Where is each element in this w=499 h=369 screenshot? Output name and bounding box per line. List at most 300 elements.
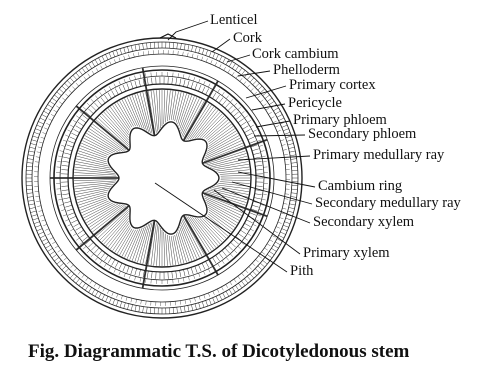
xylem-ray-line bbox=[221, 175, 250, 176]
secondary-phloem-hatch bbox=[72, 220, 78, 223]
secondary-phloem-hatch bbox=[98, 100, 103, 105]
phelloderm-hatch bbox=[35, 162, 39, 163]
label-lenticel: Lenticel bbox=[210, 12, 258, 28]
phloem-hatch bbox=[250, 229, 254, 231]
phloem-hatch bbox=[61, 145, 65, 146]
cork-hatch bbox=[267, 98, 272, 102]
phelloderm-hatch bbox=[38, 147, 42, 148]
secondary-phloem-hatch bbox=[222, 250, 227, 255]
phelloderm-hatch bbox=[268, 112, 271, 114]
secondary-phloem-hatch bbox=[198, 265, 201, 271]
xylem-ray-line bbox=[146, 92, 154, 134]
cork-hatch bbox=[258, 266, 262, 270]
phloem-hatch bbox=[208, 269, 210, 273]
cork-hatch bbox=[253, 271, 257, 275]
secondary-phloem-hatch bbox=[238, 233, 244, 237]
cork-hatch bbox=[99, 58, 102, 63]
phelloderm-hatch bbox=[283, 203, 287, 204]
secondary-phloem-hatch bbox=[256, 170, 263, 171]
cork-hatch bbox=[277, 115, 282, 118]
phelloderm-hatch bbox=[270, 240, 273, 242]
phloem-hatch bbox=[114, 269, 116, 273]
phloem-hatch bbox=[183, 278, 184, 282]
phelloderm-hatch bbox=[35, 196, 39, 197]
phloem-hatch bbox=[261, 151, 265, 152]
phloem-hatch bbox=[91, 254, 94, 257]
phloem-hatch bbox=[63, 140, 67, 141]
cork-hatch bbox=[92, 289, 95, 294]
secondary-phloem-hatch bbox=[176, 271, 177, 278]
phloem-hatch bbox=[222, 92, 224, 95]
cork-hatch bbox=[173, 308, 174, 314]
secondary-phloem-hatch bbox=[123, 265, 126, 271]
secondary-phloem-hatch bbox=[104, 95, 108, 101]
phloem-hatch bbox=[238, 246, 241, 249]
cork-hatch bbox=[223, 58, 226, 63]
phloem-hatch bbox=[119, 271, 121, 275]
phelloderm-hatch bbox=[208, 293, 210, 297]
phelloderm-hatch bbox=[49, 119, 53, 121]
phloem-hatch bbox=[226, 257, 229, 260]
label-cork-cambium: Cork cambium bbox=[252, 46, 339, 62]
cork-hatch bbox=[27, 197, 33, 198]
secondary-phloem-hatch bbox=[91, 245, 96, 250]
secondary-phloem-hatch bbox=[61, 170, 68, 171]
secondary-phloem-hatch bbox=[94, 103, 99, 108]
cork-hatch bbox=[30, 207, 36, 208]
cork-hatch bbox=[289, 204, 295, 205]
cork-hatch bbox=[255, 269, 259, 273]
phelloderm-hatch bbox=[178, 51, 179, 55]
secondary-phloem-hatch bbox=[91, 106, 96, 111]
secondary-phloem-hatch bbox=[246, 220, 252, 223]
medullary-ray bbox=[76, 206, 129, 250]
cork-hatch bbox=[27, 166, 33, 167]
phelloderm-hatch bbox=[133, 53, 134, 57]
phloem-hatch bbox=[135, 76, 136, 80]
secondary-phloem-hatch bbox=[108, 257, 112, 263]
cork-hatch bbox=[195, 47, 197, 53]
cork-hatch bbox=[37, 229, 43, 231]
phloem-hatch bbox=[83, 246, 86, 249]
phelloderm-hatch bbox=[148, 51, 149, 55]
phelloderm-hatch bbox=[80, 80, 83, 83]
phelloderm-hatch bbox=[175, 301, 176, 305]
secondary-phloem-hatch bbox=[68, 213, 75, 216]
cork-hatch bbox=[235, 285, 238, 290]
secondary-phloem-hatch bbox=[184, 270, 186, 277]
secondary-phloem-hatch bbox=[119, 263, 122, 269]
secondary-phloem-hatch bbox=[74, 223, 80, 226]
phloem-hatch bbox=[57, 194, 61, 195]
secondary-phloem-hatch bbox=[180, 270, 181, 277]
xylem-ray-line bbox=[184, 218, 205, 256]
phelloderm-hatch bbox=[78, 272, 81, 275]
secondary-phloem-hatch bbox=[80, 233, 86, 237]
phelloderm-hatch bbox=[72, 87, 75, 90]
phelloderm-hatch bbox=[271, 117, 275, 119]
phloem-hatch bbox=[204, 271, 206, 275]
xylem-ray-line bbox=[202, 218, 224, 240]
secondary-phloem-hatch bbox=[255, 161, 262, 162]
phelloderm-hatch bbox=[71, 265, 74, 268]
phelloderm-hatch bbox=[39, 142, 43, 143]
secondary-phloem-hatch bbox=[131, 267, 133, 274]
secondary-phloem-hatch bbox=[180, 79, 181, 86]
xylem-ray-line bbox=[171, 91, 176, 120]
phelloderm-hatch bbox=[263, 104, 266, 106]
label-cambium-ring: Cambium ring bbox=[318, 178, 403, 194]
xylem-ray-line bbox=[179, 230, 190, 262]
phloem-hatch bbox=[145, 73, 146, 77]
xylem-ray-line bbox=[159, 228, 160, 266]
phelloderm-hatch bbox=[36, 157, 40, 158]
cork-hatch bbox=[184, 44, 185, 50]
cork-hatch bbox=[241, 70, 245, 75]
phelloderm-hatch bbox=[41, 137, 45, 138]
cork-hatch bbox=[199, 303, 201, 309]
phelloderm-hatch bbox=[280, 140, 284, 141]
phloem-hatch bbox=[95, 257, 98, 260]
secondary-phloem-hatch bbox=[172, 78, 173, 85]
phelloderm-hatch bbox=[103, 288, 105, 292]
phelloderm-hatch bbox=[264, 248, 267, 250]
cork-hatch bbox=[213, 53, 215, 59]
xylem-ray-line bbox=[179, 94, 190, 126]
cork-hatch bbox=[250, 274, 254, 278]
secondary-phloem-hatch bbox=[151, 272, 152, 279]
xylem-ray-line bbox=[159, 90, 160, 128]
cork-hatch bbox=[42, 239, 47, 242]
phelloderm-hatch bbox=[252, 263, 255, 266]
cork-hatch bbox=[265, 95, 270, 99]
phloem-hatch bbox=[188, 277, 189, 281]
phelloderm-hatch bbox=[238, 276, 240, 279]
xylem-ray-line bbox=[79, 198, 106, 208]
phelloderm-hatch bbox=[278, 222, 282, 223]
phelloderm-hatch bbox=[98, 286, 100, 289]
phelloderm-hatch bbox=[36, 201, 40, 202]
secondary-phloem-hatch bbox=[212, 93, 216, 99]
phelloderm-hatch bbox=[62, 98, 65, 101]
cork-hatch bbox=[40, 235, 45, 238]
cork-hatch bbox=[54, 95, 59, 99]
phelloderm-hatch bbox=[228, 70, 230, 73]
secondary-phloem-hatch bbox=[202, 87, 205, 93]
phloem-hatch bbox=[253, 224, 257, 226]
secondary-phloem-hatch bbox=[67, 209, 74, 211]
secondary-phloem-hatch bbox=[101, 253, 105, 259]
phloem-hatch bbox=[73, 234, 76, 236]
phloem-hatch bbox=[262, 199, 266, 200]
xylem-ray-line bbox=[108, 221, 129, 248]
secondary-phloem-hatch bbox=[119, 87, 122, 93]
phloem-hatch bbox=[234, 103, 237, 106]
phelloderm-hatch bbox=[56, 106, 59, 108]
secondary-phloem-hatch bbox=[254, 157, 261, 159]
cork-hatch bbox=[59, 89, 64, 93]
phloem-hatch bbox=[194, 275, 195, 279]
secondary-phloem-hatch bbox=[255, 194, 262, 195]
cork-hatch bbox=[40, 118, 45, 121]
cork-hatch bbox=[292, 166, 298, 167]
secondary-phloem-hatch bbox=[88, 109, 93, 114]
cork-hatch bbox=[95, 291, 98, 296]
phelloderm-hatch bbox=[143, 51, 144, 55]
phelloderm-hatch bbox=[131, 298, 132, 302]
phloem-hatch bbox=[104, 89, 106, 92]
cork-hatch bbox=[291, 193, 297, 194]
phloem-hatch bbox=[87, 103, 90, 106]
cork-hatch bbox=[238, 68, 242, 73]
secondary-phloem-hatch bbox=[104, 255, 108, 261]
phloem-hatch bbox=[109, 86, 111, 90]
phloem-hatch bbox=[234, 250, 237, 253]
phelloderm-hatch bbox=[112, 292, 114, 296]
phloem-hatch bbox=[145, 279, 146, 283]
phloem-hatch bbox=[63, 215, 67, 216]
cork-hatch bbox=[135, 45, 136, 51]
phelloderm-hatch bbox=[240, 78, 243, 81]
phloem-hatch bbox=[248, 120, 251, 122]
xylem-ray-line bbox=[180, 95, 192, 129]
secondary-phloem-hatch bbox=[249, 141, 256, 144]
secondary-phloem-hatch bbox=[94, 248, 99, 253]
cork-hatch bbox=[52, 254, 57, 258]
phelloderm-hatch bbox=[39, 211, 43, 212]
cork-hatch bbox=[127, 304, 129, 310]
cork-hatch bbox=[232, 287, 235, 292]
cork-hatch bbox=[219, 56, 222, 61]
cork-hatch bbox=[102, 295, 105, 300]
secondary-phloem-hatch bbox=[254, 198, 261, 200]
phelloderm-hatch bbox=[61, 254, 64, 256]
phloem-hatch bbox=[83, 107, 86, 110]
phloem-hatch bbox=[95, 96, 98, 99]
label-primary-xylem: Primary xylem bbox=[303, 245, 390, 261]
phelloderm-hatch bbox=[180, 301, 181, 305]
phelloderm-hatch bbox=[54, 110, 57, 112]
phelloderm-hatch bbox=[230, 282, 232, 285]
xylem-ray-line bbox=[207, 205, 237, 223]
phelloderm-hatch bbox=[42, 220, 46, 221]
cork-hatch bbox=[283, 225, 289, 227]
secondary-phloem-hatch bbox=[172, 272, 173, 279]
cork-hatch bbox=[70, 78, 74, 82]
secondary-phloem-hatch bbox=[256, 186, 263, 187]
cork-hatch bbox=[269, 101, 274, 104]
phelloderm-hatch bbox=[215, 62, 217, 66]
label-secondary-medullary-ray: Secondary medullary ray bbox=[315, 195, 461, 211]
cork-hatch bbox=[52, 98, 57, 102]
cork-hatch bbox=[135, 305, 136, 311]
phelloderm-hatch bbox=[206, 58, 207, 62]
phelloderm-hatch bbox=[141, 300, 142, 304]
cork-hatch bbox=[27, 189, 33, 190]
secondary-phloem-hatch bbox=[62, 190, 69, 191]
secondary-phloem-hatch bbox=[61, 186, 68, 187]
xylem-ray-line bbox=[74, 179, 117, 180]
secondary-phloem-hatch bbox=[231, 109, 236, 114]
secondary-phloem-hatch bbox=[70, 216, 76, 219]
cork-hatch bbox=[177, 43, 178, 49]
phelloderm-hatch bbox=[110, 61, 112, 65]
phloem-hatch bbox=[248, 234, 251, 236]
cork-hatch bbox=[244, 279, 248, 284]
phloem-hatch bbox=[204, 81, 206, 85]
secondary-phloem-hatch bbox=[198, 85, 201, 91]
xylem-ray-line bbox=[135, 94, 147, 130]
cork-hatch bbox=[247, 276, 251, 281]
secondary-phloem-hatch bbox=[209, 91, 213, 97]
secondary-phloem-hatch bbox=[252, 149, 259, 151]
cork-hatch bbox=[291, 163, 297, 164]
phloem-hatch bbox=[140, 278, 141, 282]
phloem-hatch bbox=[129, 77, 130, 81]
secondary-phloem-hatch bbox=[78, 122, 84, 126]
phelloderm-hatch bbox=[192, 54, 193, 58]
cork-hatch bbox=[79, 281, 83, 286]
xylem-ray-line bbox=[164, 232, 165, 266]
xylem-ray-line bbox=[184, 101, 205, 139]
cork-hatch bbox=[216, 54, 219, 59]
cork-hatch bbox=[33, 218, 39, 220]
phloem-hatch bbox=[76, 238, 79, 240]
phloem-hatch bbox=[199, 79, 200, 83]
secondary-phloem-hatch bbox=[123, 85, 126, 91]
xylem-ray-line bbox=[130, 96, 143, 128]
secondary-phloem-hatch bbox=[228, 106, 233, 111]
secondary-phloem-hatch bbox=[206, 89, 209, 95]
secondary-phloem-hatch bbox=[68, 141, 75, 144]
phloem-hatch bbox=[68, 130, 72, 132]
cork-hatch bbox=[54, 257, 59, 261]
secondary-phloem-hatch bbox=[209, 259, 213, 265]
phelloderm-hatch bbox=[121, 296, 122, 300]
secondary-phloem-hatch bbox=[74, 129, 80, 132]
phelloderm-hatch bbox=[247, 85, 250, 88]
cork-hatch bbox=[27, 159, 33, 160]
cork-hatch bbox=[288, 143, 294, 145]
secondary-phloem-hatch bbox=[191, 267, 193, 274]
label-cork: Cork bbox=[233, 30, 262, 46]
phelloderm-hatch bbox=[260, 100, 263, 102]
phelloderm-hatch bbox=[59, 102, 62, 104]
cork-hatch bbox=[29, 204, 35, 205]
cork-hatch bbox=[48, 105, 53, 108]
cork-hatch bbox=[286, 218, 292, 220]
phloem-hatch bbox=[70, 229, 74, 231]
cork-hatch bbox=[260, 263, 265, 267]
cork-hatch bbox=[279, 235, 284, 238]
phloem-hatch bbox=[70, 125, 74, 127]
phloem-hatch bbox=[238, 107, 241, 110]
cork-hatch bbox=[223, 293, 226, 298]
secondary-phloem-hatch bbox=[219, 98, 223, 104]
cork-hatch bbox=[209, 51, 211, 57]
cork-hatch bbox=[65, 83, 69, 87]
phloem-hatch bbox=[241, 111, 244, 114]
cork-hatch bbox=[292, 189, 298, 190]
cork-hatch bbox=[258, 86, 262, 90]
cork-hatch bbox=[255, 83, 259, 87]
secondary-phloem-hatch bbox=[253, 153, 260, 155]
cork-hatch bbox=[120, 302, 122, 308]
cork-hatch bbox=[82, 283, 86, 288]
label-phelloderm: Phelloderm bbox=[273, 62, 340, 78]
secondary-phloem-hatch bbox=[242, 126, 248, 130]
secondary-phloem-hatch bbox=[135, 269, 137, 276]
secondary-phloem-hatch bbox=[98, 250, 103, 255]
secondary-phloem-hatch bbox=[62, 165, 69, 166]
cork-hatch bbox=[173, 43, 174, 49]
cork-hatch bbox=[131, 305, 132, 311]
phelloderm-hatch bbox=[213, 291, 215, 295]
secondary-phloem-hatch bbox=[115, 261, 118, 267]
cork-hatch bbox=[124, 303, 126, 309]
phloem-hatch bbox=[218, 89, 220, 92]
phloem-hatch bbox=[222, 261, 224, 264]
phelloderm-hatch bbox=[94, 283, 96, 286]
cork-hatch bbox=[290, 200, 296, 201]
phelloderm-hatch bbox=[202, 57, 203, 61]
xylem-ray-line bbox=[166, 234, 168, 266]
cork-hatch bbox=[284, 222, 290, 224]
cork-hatch bbox=[28, 200, 34, 201]
cork-hatch bbox=[269, 251, 274, 254]
phelloderm-hatch bbox=[52, 242, 55, 244]
secondary-phloem-hatch bbox=[244, 129, 250, 132]
phelloderm-hatch bbox=[37, 206, 41, 207]
xylem-ray-line bbox=[135, 225, 147, 261]
phloem-hatch bbox=[245, 116, 248, 118]
phelloderm-hatch bbox=[47, 233, 51, 235]
cork-hatch bbox=[216, 296, 219, 301]
phloem-hatch bbox=[100, 92, 102, 95]
secondary-phloem-hatch bbox=[233, 112, 238, 117]
phelloderm-hatch bbox=[107, 290, 109, 294]
secondary-phloem-hatch bbox=[176, 78, 177, 85]
secondary-phloem-hatch bbox=[88, 242, 93, 247]
label-secondary-phloem: Secondary phloem bbox=[308, 126, 417, 142]
phloem-hatch bbox=[119, 81, 121, 85]
phelloderm-hatch bbox=[224, 67, 226, 70]
cork-hatch bbox=[38, 232, 43, 235]
phelloderm-hatch bbox=[117, 294, 118, 298]
phloem-hatch bbox=[65, 135, 69, 137]
secondary-phloem-hatch bbox=[76, 227, 82, 231]
phelloderm-hatch bbox=[257, 96, 260, 99]
phelloderm-hatch bbox=[204, 295, 205, 299]
cork-hatch bbox=[290, 155, 296, 156]
phelloderm-hatch bbox=[96, 68, 98, 71]
secondary-phloem-hatch bbox=[131, 82, 133, 89]
cork-hatch bbox=[195, 304, 197, 310]
cork-hatch bbox=[120, 49, 122, 55]
secondary-phloem-hatch bbox=[187, 269, 189, 276]
secondary-phloem-hatch bbox=[70, 137, 76, 140]
secondary-phloem-hatch bbox=[242, 227, 248, 231]
phloem-hatch bbox=[262, 156, 266, 157]
cork-hatch bbox=[70, 274, 74, 278]
cork-hatch bbox=[27, 193, 33, 194]
label-primary-phloem: Primary phloem bbox=[293, 112, 387, 128]
phloem-hatch bbox=[230, 99, 233, 102]
pointer-pericycle bbox=[252, 104, 285, 110]
secondary-phloem-hatch bbox=[63, 198, 70, 200]
phloem-hatch bbox=[73, 120, 76, 122]
cork-hatch bbox=[109, 298, 111, 304]
